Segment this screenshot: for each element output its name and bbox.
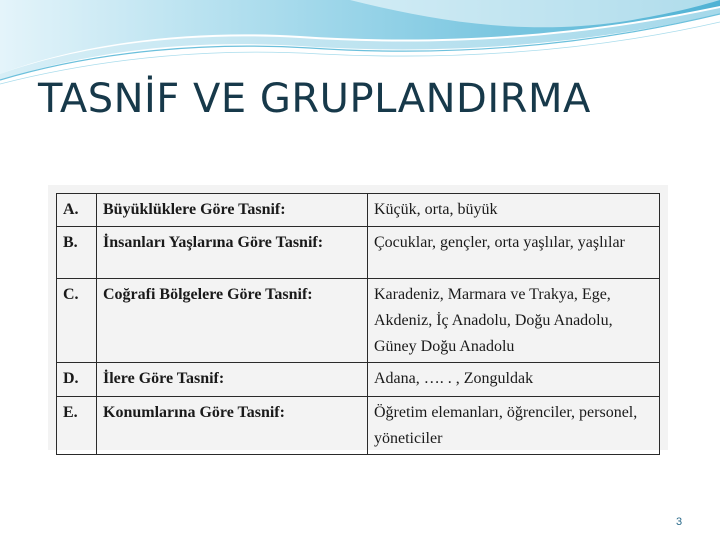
table-row	[57, 227, 660, 279]
row-examples: Karadeniz, Marmara ve Trakya, Ege, Akdeniz, İç Anadolu, Doğu Anadolu, Güney Doğu Anadolu	[368, 279, 660, 363]
row-criterion: İnsanları Yaşlarına Göre Tasnif:	[97, 227, 368, 279]
row-letter: A.	[57, 194, 97, 227]
row-criterion: Konumlarına Göre Tasnif:	[97, 397, 368, 455]
row-letter: D.	[57, 363, 97, 397]
row-criterion: Coğrafi Bölgelere Göre Tasnif:	[97, 279, 368, 363]
table-row	[57, 194, 660, 227]
page-number: 3	[676, 516, 683, 528]
row-criterion: İlere Göre Tasnif:	[97, 363, 368, 397]
row-letter: C.	[57, 279, 97, 363]
row-letter: B.	[57, 227, 97, 279]
row-examples: Küçük, orta, büyük	[368, 194, 660, 227]
slide-title: TASNİF VE GRUPLANDIRMA	[38, 76, 591, 122]
row-examples: Çocuklar, gençler, orta yaşlılar, yaşlılar	[368, 227, 660, 279]
classification-table	[56, 193, 660, 455]
table-row	[57, 397, 660, 455]
table-row	[57, 279, 660, 363]
row-letter: E.	[57, 397, 97, 455]
row-examples: Adana, …. . , Zonguldak	[368, 363, 660, 397]
table-image-panel	[48, 185, 668, 450]
row-examples: Öğretim elemanları, öğrenciler, personel, yöneticiler	[368, 397, 660, 455]
row-criterion: Büyüklüklere Göre Tasnif:	[97, 194, 368, 227]
table-row	[57, 363, 660, 397]
